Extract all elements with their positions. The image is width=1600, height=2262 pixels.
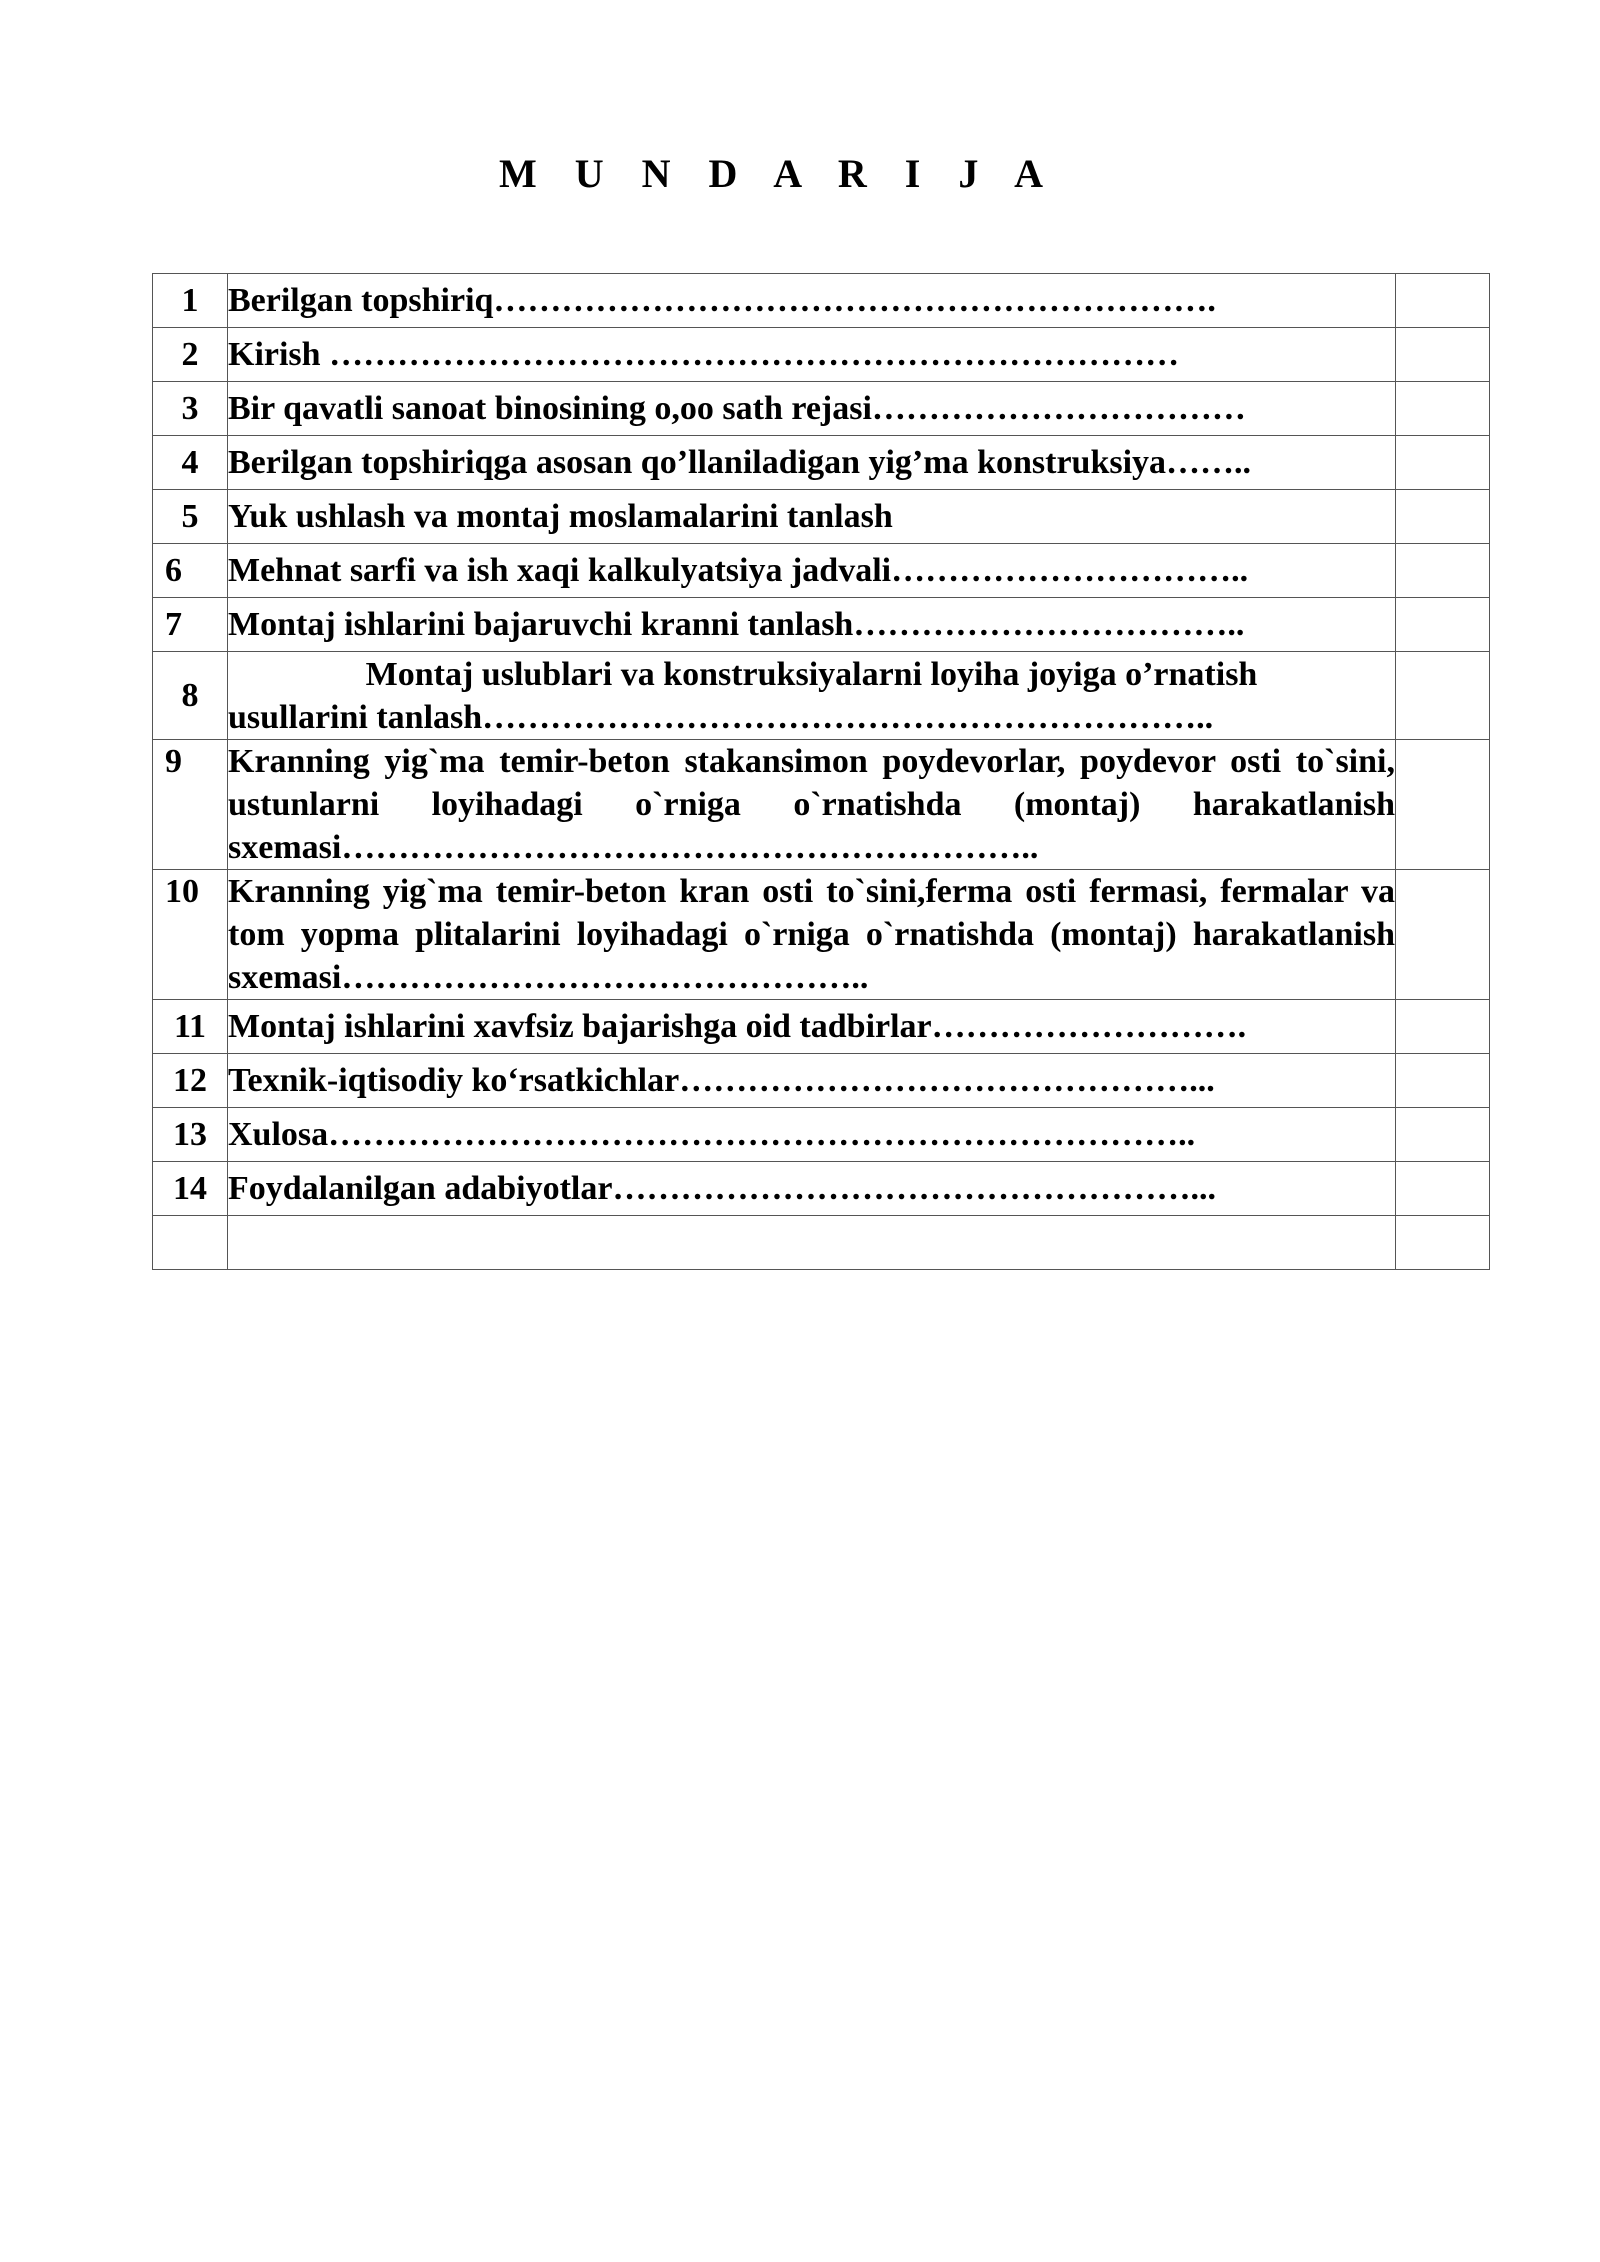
empty-table-row [153,1216,1490,1270]
page-number-cell [1396,1216,1490,1270]
table-row [153,1054,1490,1108]
page-number-cell [1396,1162,1490,1216]
page-number-cell [1396,870,1490,1000]
row-title: Berilgan topshiriqga asosan qo’llaniladigan yig’ma konstruksiya…….. [228,436,1396,490]
row-number: 2 [153,328,228,382]
row-number: 10 [153,870,228,1000]
row-title: Texnik-iqtisodiy ko‘rsatkichlar………………………………………... [228,1054,1396,1108]
page-title: M U N D A R I J A [498,151,1058,196]
row-title: Bir qavatli sanoat binosining o,oo sath rejasi…………………………… [228,382,1396,436]
page-number-cell [1396,490,1490,544]
row-title: Montaj ishlarini xavfsiz bajarishga oid tadbirlar………………………. [228,1000,1396,1054]
row-number: 7 [153,598,228,652]
row-number: 13 [153,1108,228,1162]
page-number-cell [1396,328,1490,382]
table-row [153,274,1490,328]
row-title: Kirish ………………………………………………………………… [228,328,1396,382]
row-number: 6 [153,544,228,598]
row-title: Berilgan topshiriq………………………………………………………. [228,274,1396,328]
table-row [153,652,1490,740]
page-number-cell [1396,740,1490,870]
row-title: Yuk ushlash va montaj moslamalarini tanlash [228,490,1396,544]
row-title [228,652,1396,740]
table-row [153,1108,1490,1162]
row-number: 9 [153,740,228,870]
row-title: Xulosa………………………………………………………………….. [228,1108,1396,1162]
row-title: Kranning yig`ma temir-beton kran osti to`sini,ferma osti fermasi, fermalar va tom yopma plitalarini loyihadagi o`rniga o`rnatishda (montaj) harakatlanish sxemasi……………………………………….. [228,870,1396,1000]
page-number-cell [1396,598,1490,652]
row-number: 4 [153,436,228,490]
row-title: Mehnat sarfi va ish xaqi kalkulyatsiya jadvali………………………….. [228,544,1396,598]
row-number: 11 [153,1000,228,1054]
row-number: 5 [153,490,228,544]
table-of-contents [152,273,1490,1270]
table-row [153,436,1490,490]
row-number: 12 [153,1054,228,1108]
page-number-cell [1396,382,1490,436]
empty-number-cell [153,1216,228,1270]
table-row [153,328,1490,382]
page-number-cell [1396,436,1490,490]
table-row [153,1162,1490,1216]
table-row [153,382,1490,436]
table-row [153,490,1490,544]
row-title: Foydalanilgan adabiyotlar……………………………………………... [228,1162,1396,1216]
table-row [153,598,1490,652]
page-number-cell [1396,544,1490,598]
table-row [153,1000,1490,1054]
row-number: 1 [153,274,228,328]
row-title: Montaj ishlarini bajaruvchi kranni tanlash…………………………….. [228,598,1396,652]
row-number: 14 [153,1162,228,1216]
page-number-cell [1396,1108,1490,1162]
row-number: 8 [153,652,228,740]
row-title: Kranning yig`ma temir-beton stakansimon poydevorlar, poydevor osti to`sini, ustunlarni loyihadagi o`rniga o`rnatishda (montaj) harakatlanish sxemasi…………………………………………………….. [228,740,1396,870]
page-number-cell [1396,274,1490,328]
page-number-cell [1396,1000,1490,1054]
row-title-line-2: usullarini tanlash……………………………………………………….. [228,698,1214,736]
row-title-line-1: Montaj uslublari va konstruksiyalarni loyiha joyiga o’rnatish [365,655,1258,693]
table-row [153,870,1490,1000]
page-number-cell [1396,652,1490,740]
empty-title-cell [228,1216,1396,1270]
table-row [153,544,1490,598]
row-number: 3 [153,382,228,436]
table-row [153,740,1490,870]
page-number-cell [1396,1054,1490,1108]
